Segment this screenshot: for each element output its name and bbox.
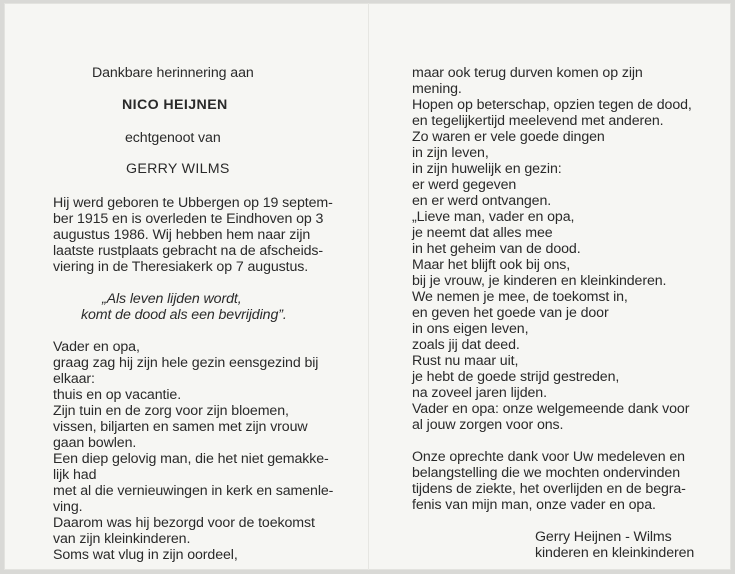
poem-line: er werd gegeven <box>412 177 517 193</box>
poem-line: je hebt de goede strijd gestreden, <box>412 369 620 385</box>
poem-line: Vader en opa, <box>53 339 140 355</box>
poem-line: en tegelijkertijd meelevend met anderen. <box>412 113 664 129</box>
thanks-line: fenis van mijn man, onze vader en opa. <box>412 497 656 513</box>
signature-name: Gerry Heijnen - Wilms <box>535 529 672 545</box>
poem-line: van zijn kleinkinderen. <box>53 531 191 547</box>
poem-line: zoals jij dat deed. <box>412 337 520 353</box>
bio-line: Hij werd geboren te Ubbergen op 19 septem- <box>53 195 333 211</box>
poem-line: Soms wat vlug in zijn oordeel, <box>53 547 238 563</box>
poem-line: bij je vrouw, je kinderen en kleinkinderen. <box>412 273 667 289</box>
poem-line: in zijn leven, <box>412 145 489 161</box>
bio-line: ber 1915 en is overleden te Eindhoven op 3 <box>53 211 324 227</box>
quote-line: komt de dood als een bevrijding”. <box>81 307 287 323</box>
poem-line: Rust nu maar uit, <box>412 353 519 369</box>
poem-line: Daarom was hij bezorgd voor de toekomst <box>53 515 315 531</box>
thanks-line: belangstelling die we mochten ondervinden <box>412 465 681 481</box>
bio-line: viering in de Theresiakerk op 7 augustus. <box>53 259 309 275</box>
signature-family: kinderen en kleinkinderen <box>535 545 695 561</box>
poem-line: Zijn tuin en de zorg voor zijn bloemen, <box>53 403 289 419</box>
card-fold <box>368 3 369 570</box>
poem-line: vissen, biljarten en samen met zijn vrouw <box>53 419 308 435</box>
poem-line: elkaar: <box>53 371 95 387</box>
poem-line: en geven het goede van je door <box>412 305 609 321</box>
poem-line: „Lieve man, vader en opa, <box>412 209 575 225</box>
poem-line: maar ook terug durven komen op zijn <box>412 65 643 81</box>
poem-line: gaan bowlen. <box>53 435 137 451</box>
poem-line: lijk had <box>53 467 97 483</box>
poem-line: met al die vernieuwingen in kerk en samenle- <box>53 483 334 499</box>
thanks-line: Onze oprechte dank voor Uw medeleven en <box>412 449 685 465</box>
poem-line: in zijn huwelijk en gezin: <box>412 161 562 177</box>
poem-line: al jouw zorgen voor ons. <box>412 417 564 433</box>
bio-line: augustus 1986. Wij hebben hem naar zijn <box>53 227 311 243</box>
relation-text: echtgenoot van <box>125 130 221 146</box>
memorial-card <box>4 3 731 570</box>
poem-line: je neemt dat alles mee <box>412 225 553 241</box>
poem-line: Hopen op beterschap, opzien tegen de dood, <box>412 97 692 113</box>
poem-line: thuis en op vacantie. <box>53 387 182 403</box>
thanks-line: tijdens de ziekte, het overlijden en de begra- <box>412 481 686 497</box>
poem-line: graag zag hij zijn hele gezin eensgezind bij <box>53 355 319 371</box>
poem-line: mening. <box>412 81 462 97</box>
deceased-name: NICO HEIJNEN <box>122 97 228 113</box>
poem-line: Maar het blijft ook bij ons, <box>412 257 571 273</box>
poem-line: Zo waren er vele goede dingen <box>412 129 605 145</box>
poem-line: in ons eigen leven, <box>412 321 529 337</box>
poem-line: na zoveel jaren lijden. <box>412 385 547 401</box>
poem-line: ving. <box>53 499 83 515</box>
intro-text: Dankbare herinnering aan <box>92 65 254 81</box>
poem-line: in het geheim van de dood. <box>412 241 581 257</box>
spouse-name: GERRY WILMS <box>126 161 230 177</box>
poem-line: Vader en opa: onze welgemeende dank voor <box>412 401 690 417</box>
poem-line: en er werd ontvangen. <box>412 193 552 209</box>
poem-line: We nemen je mee, de toekomst in, <box>412 289 628 305</box>
quote-line: „Als leven lijden wordt, <box>102 291 242 307</box>
poem-line: Een diep gelovig man, die het niet gemakke- <box>53 451 329 467</box>
bio-line: laatste rustplaats gebracht na de afscheids- <box>53 243 324 259</box>
